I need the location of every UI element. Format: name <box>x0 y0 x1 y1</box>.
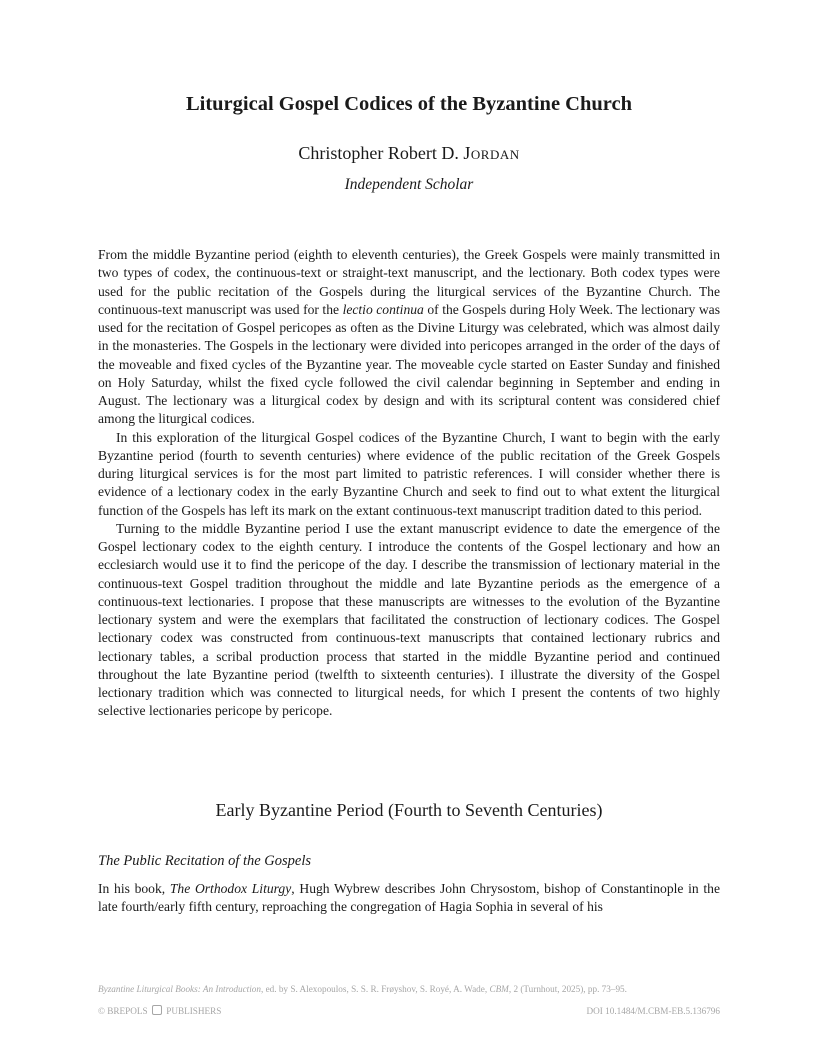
body-text-b: , Hugh Wybrew describes John Chrysostom, bishop of Constantinople in the late fourth/early fifth century, reproaching the congregation of Hagia Sophia in several of his <box>98 881 720 915</box>
author-name <box>98 142 720 164</box>
body-text-a: In his book, <box>98 881 170 896</box>
citation-book-title: Byzantine Liturgical Books: An Introduction <box>98 984 261 994</box>
subsection-heading: The Public Recitation of the Gospels <box>98 853 312 869</box>
citation-series: CBM <box>489 984 509 994</box>
copyright-left: © BREPOLS <box>98 1006 148 1016</box>
author-surname: Jordan <box>463 143 520 163</box>
abstract-p1-italic: lectio continua <box>342 301 424 317</box>
body-paragraph <box>98 880 720 917</box>
author-first-names: Christopher Robert D. <box>298 143 459 163</box>
paper-title: Liturgical Gospel Codices of the Byzantine Church <box>185 93 633 115</box>
citation-details: , 2 (Turnhout, 2025), pp. 73–95. <box>508 984 627 994</box>
abstract-p1-text-a: From the middle Byzantine period (eighth to eleventh centuries), the Greek Gospels were mainly transmitted in two types of codex, the continuous-text or straight-text manuscript, and the lectionary. Both codex types were used for the public recitation of the Gospels during the liturgical services of the Byzantine Church. The continuous-text manuscript was used for the <box>98 247 720 317</box>
section-heading: Early Byzantine Period (Fourth to Seventh Centuries) <box>215 800 603 820</box>
citation-editors: , ed. by S. Alexopoulos, S. S. R. Frøyshov, S. Royé, A. Wade, <box>260 984 490 994</box>
footer-row <box>98 1005 720 1017</box>
book-title-italic: The Orthodox Liturgy <box>169 881 292 896</box>
copyright-right: PUBLISHERS <box>166 1006 222 1016</box>
doi-link[interactable]: DOI 10.1484/M.CBM-EB.5.136796 <box>586 1006 720 1016</box>
copyright-notice <box>98 1005 221 1017</box>
abstract-p1-text-b: of the Gospels during Holy Week. The lectionary was used for the recitation of Gospel pericopes as often as the Divine Liturgy was celebrated, which was almost daily in the monasteries. The Gospels in the lectionary were divided into pericopes arranged in the order of the days of the moveable and fixed cycles of the Byzantine year. The moveable cycle started on Easter Sunday and finished on Holy Saturday, whilst the fixed cycle followed the civil calendar beginning in September and ending in August. The lectionary was a liturgical codex by design and with its scriptural content was considered chief among the liturgical codices. <box>98 301 720 427</box>
abstract <box>98 246 720 721</box>
publisher-logo-icon <box>152 1005 162 1015</box>
abstract-paragraph-1 <box>98 246 720 429</box>
footer-citation <box>98 983 720 995</box>
abstract-paragraph-2: In this exploration of the liturgical Gospel codices of the Byzantine Church, I want to begin with the early Byzantine period (fourth to seventh centuries) where evidence of the public recitation of the Greek Gospels during liturgical services is for the most part limited to patristic references. I will consider whether there is evidence of a lectionary codex in the early Byzantine Church and seek to find out to what extent the liturgical function of the Gospels has left its mark on the extant continuous-text manuscript tradition dated to this period. <box>98 429 720 518</box>
abstract-paragraph-3: Turning to the middle Byzantine period I use the extant manuscript evidence to date the emergence of the Gospel lectionary codex to the eighth century. I introduce the contents of the Gospel lectionary and how an ecclesiarch would use it to find the pericope of the day. I describe the transmission of lectionary material in the continuous-text Gospel tradition throughout the middle and late Byzantine periods as the emergence of a continuous-text lectionaries. I propose that these manuscripts are witnesses to the evolution of the Byzantine lectionary system and were the exemplars that facilitated the construction of lectionary codices. The Gospel lectionary codex was constructed from continuous-text manuscripts that contained lectionary rubrics and lectionary tables, a scribal production process that started in the middle Byzantine period and continued throughout the late Byzantine period (twelfth to sixteenth centuries). I illustrate the diversity of the Gospel lectionary tradition which was connected to liturgical needs, for which I present the contents of two highly selective lectionaries pericope by pericope. <box>98 520 720 719</box>
author-affiliation: Independent Scholar <box>344 176 474 193</box>
